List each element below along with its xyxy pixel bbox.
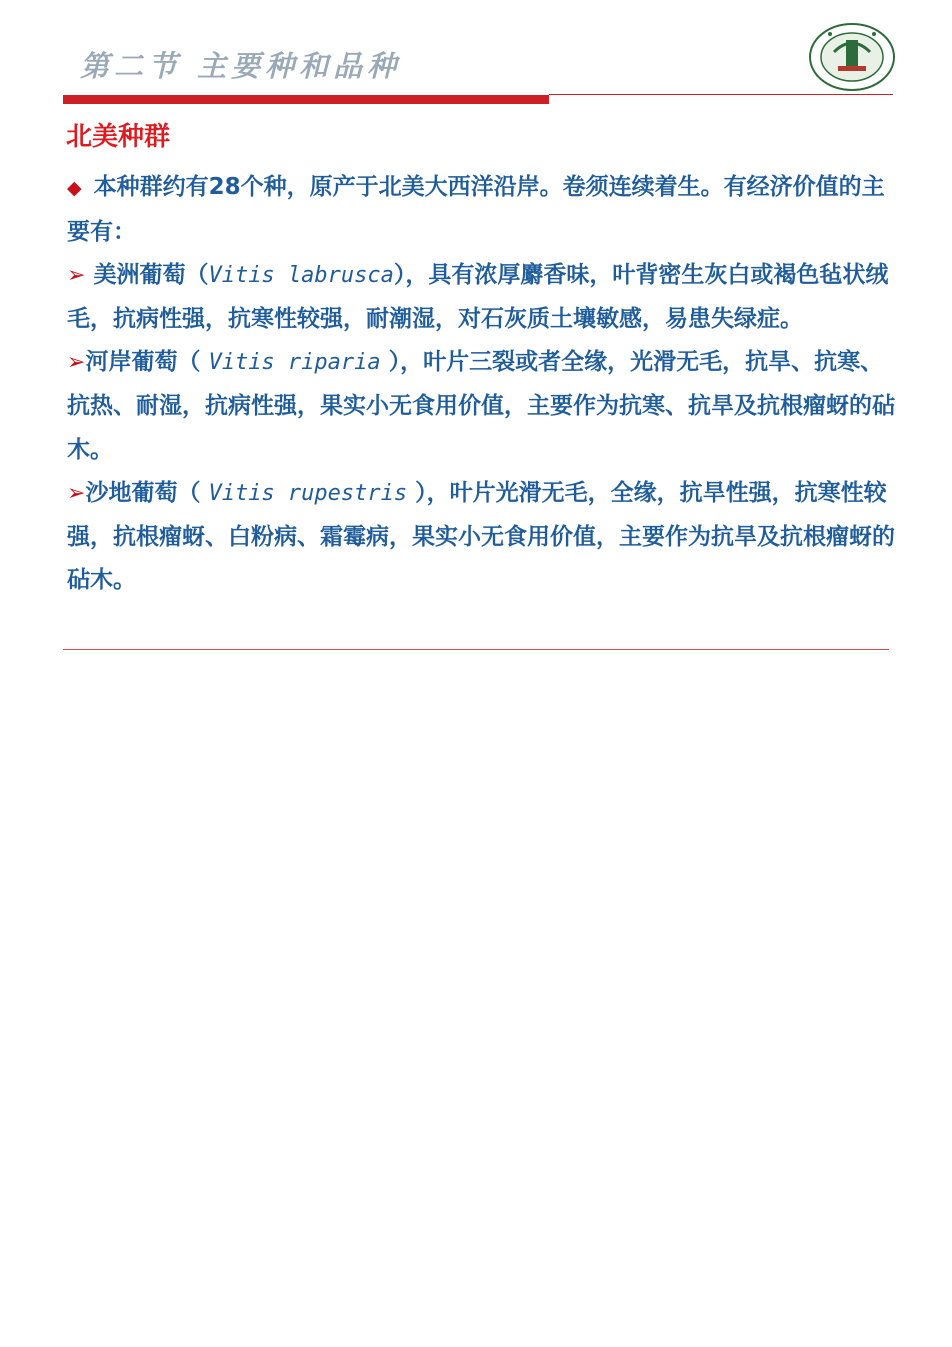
- diamond-bullet-icon: ◆: [67, 177, 82, 199]
- header-rule-thin: [549, 94, 893, 95]
- species-name: 沙地葡萄（: [85, 480, 201, 507]
- latin-name: Vitis riparia: [208, 350, 381, 376]
- species-description: ），叶片三裂或者全缘，光滑无毛，抗旱、抗寒、抗热、耐湿，抗病性强，果实小无食用价值，主要作为抗寒、抗旱及抗根瘤蚜的砧木。: [67, 349, 895, 463]
- header-rule-thick: [63, 95, 549, 104]
- intro-paragraph: [67, 166, 895, 254]
- species-paragraph-rupestris: [67, 472, 895, 603]
- latin-name: Vitis labrusca: [208, 263, 394, 289]
- species-description: ），叶片光滑无毛，全缘，抗旱性强，抗寒性较强，抗根瘤蚜、白粉病、霜霉病，果实小无食用价值，主要作为抗旱及抗根瘤蚜的砧木。: [67, 480, 895, 594]
- latin-name: Vitis rupestris: [208, 481, 408, 507]
- arrow-bullet-icon: ➢: [67, 350, 86, 376]
- species-description: ），具有浓厚麝香味，叶背密生灰白或褐色毡状绒毛，抗病性强，抗寒性较强，耐潮湿，对石灰质土壤敏感，易患失绿症。: [67, 262, 889, 332]
- page-header-title: 第二节 主要种和品种: [80, 49, 402, 83]
- species-name: 美洲葡萄（: [93, 262, 209, 289]
- species-name: 河岸葡萄（: [85, 349, 201, 376]
- species-paragraph-riparia: [67, 341, 895, 472]
- section-heading: 北美种群: [66, 122, 171, 152]
- arrow-bullet-icon: ➢: [67, 263, 86, 289]
- arrow-bullet-icon: ➢: [67, 481, 86, 507]
- content-body: [67, 166, 895, 603]
- species-paragraph-labrusca: [67, 254, 895, 341]
- intro-text: 本种群约有28个种，原产于北美大西洋沿岸。卷须连续着生。有经济价值的主要有：: [67, 174, 885, 245]
- content-bottom-rule: [63, 649, 889, 650]
- university-logo: [808, 22, 896, 92]
